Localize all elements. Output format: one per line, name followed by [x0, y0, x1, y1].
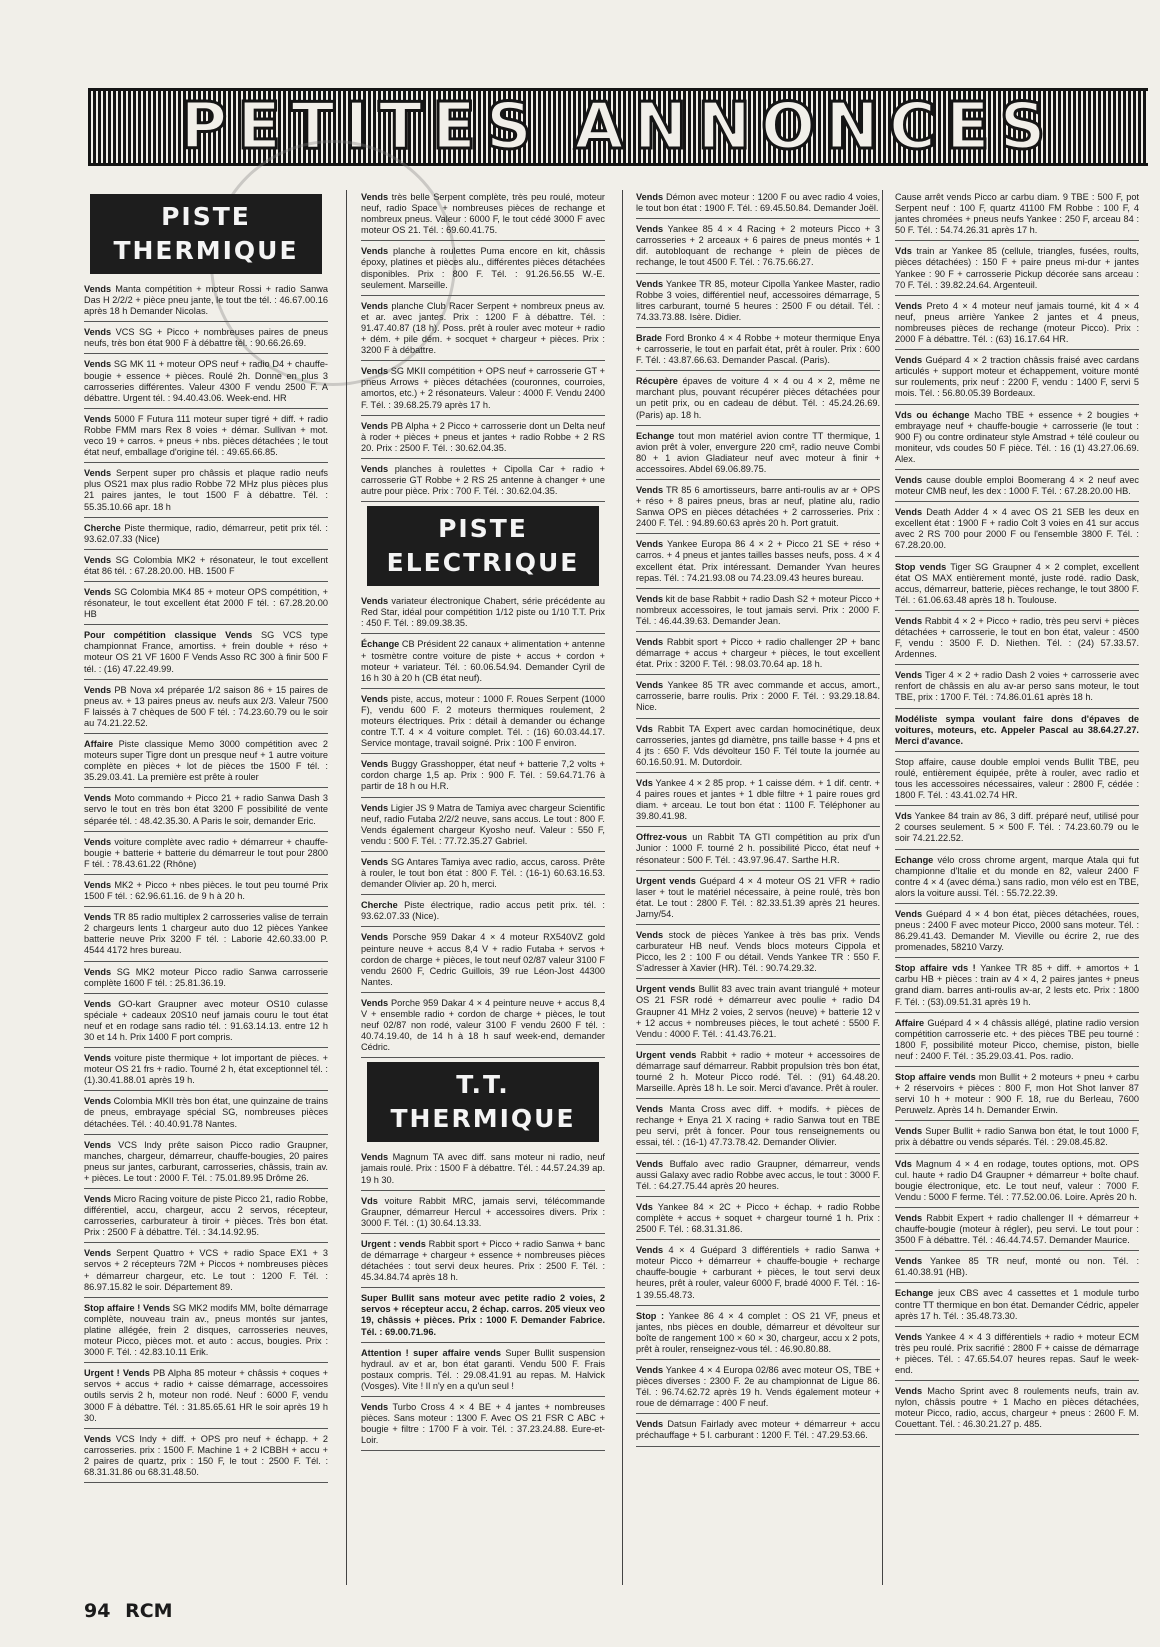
ad-lead: Vends	[636, 637, 664, 647]
ad-lead: Stop affaire vds !	[895, 963, 976, 974]
classified-ad	[84, 553, 328, 582]
ad-lead: Vends	[361, 300, 389, 311]
ad-text: Démon avec moteur : 1200 F ou avec radio 4 voies, le tout bon état : 1900 F. Tél. : 69.45.50.84. Demander Joël.	[636, 192, 880, 214]
classified-ad	[361, 692, 605, 754]
classified-ad	[895, 408, 1139, 470]
ad-text: Piste thermique, radio, démarreur, petit prix tél. : 93.62.07.33 (Nice)	[84, 522, 328, 544]
ad-text: Guépard 4 × 4 châssis allégé, platine radio version compétition carrosserie etc. + des pièces TBE peu tourné : 1800 F, possibilité moteur Picco, chemise, piston, bielle neuf : 2400 F. Tél. : 35.29.03.41. Pos. radio.	[895, 1017, 1139, 1061]
ad-lead: Vends	[636, 1158, 664, 1169]
classified-ad	[636, 830, 880, 870]
page-number: 94	[84, 1600, 111, 1622]
ad-lead: Vends	[895, 615, 923, 626]
classified-ad	[84, 1192, 328, 1243]
classified-ad	[636, 678, 880, 718]
classified-ad	[84, 521, 328, 550]
ad-lead: Vds ou échange	[895, 409, 970, 420]
classified-ad	[895, 961, 1139, 1012]
ad-text: SG MKII compétition + OPS neuf + carrosserie GT + pneus Arrows + pièces détachées (couronnes, courroies, amortos, etc.) + 2 résonateurs. Valeur : 4000 F. Vendu 2400 F. Tél. : 39.68.25.79 après 17 h.	[361, 366, 605, 410]
classified-ad	[636, 277, 880, 328]
ad-lead: Vends	[636, 680, 664, 691]
classified-ad	[636, 1363, 880, 1414]
classified-ad	[636, 592, 880, 632]
ad-text: Rabbit 4 × 2 + Picco + radio, très peu servi + pièces détachées + carrosserie, le tout en bon état, valeur : 4500 F, vendu : 3500 F. D. Niethen. Tél. : (24) 57.33.57. Ardennes.	[895, 615, 1139, 660]
ad-lead: Attention ! super affaire vends	[361, 1347, 501, 1358]
ad-text: SG MK2 moteur Picco radio Sanwa carrosserie complète 1600 F tél. : 25.81.36.19.	[84, 966, 328, 988]
ad-text: Macho Sprint avec 8 roulements neufs, train av. nylon, châssis poutre + 1 Macho en pièces détachées, moteur Picco, radio, accus, chargeur + pneus : 2600 F. M. Couettant. Tél. : 46.30.21.27 p. 485.	[895, 1386, 1139, 1430]
column-1	[84, 190, 328, 1585]
ad-lead: Vends	[895, 507, 923, 518]
classified-ad	[895, 1330, 1139, 1381]
ad-text: Manta Cross avec diff. + modifs. + pièces de rechange + Enya 21 X racing + radio Sanwa tout en TBE peu servi, prêt à foncer. Pour tous renseignements ou essai, tél. : (16-1) 47.73.78.42. Demander Olivier.	[636, 1104, 880, 1148]
ad-lead: Vends	[84, 413, 112, 424]
classified-ad	[895, 473, 1139, 502]
classified-ad	[895, 1016, 1139, 1067]
ad-text: Manta compétition + moteur Rossi + radio Sanwa Das H 2/2/2 + pièce pneu jante, le tout tbe tél. : 46.67.00.16 après 18 h Demander Nicolas.	[84, 284, 328, 317]
ad-lead: Vends	[895, 908, 923, 919]
ad-lead: Vends	[895, 474, 923, 485]
classified-ad	[84, 466, 328, 517]
classified-ad	[84, 357, 328, 408]
ad-lead: Vends	[895, 670, 923, 681]
classified-ad	[84, 997, 328, 1048]
ad-text: Modéliste sympa voulant faire dons d'épaves de voitures, moteurs, etc. Appeler Pascal au 38.64.27.27. Merci d'avance.	[895, 713, 1139, 746]
classified-ad	[361, 930, 605, 992]
classified-ad	[636, 222, 880, 273]
classified-ad	[361, 419, 605, 459]
ad-lead: Echange	[636, 430, 675, 441]
ad-lead: Vds	[895, 811, 912, 822]
ad-lead: Vends	[361, 192, 389, 202]
ad-text: VCS Indy + diff. + OPS pro neuf + échapp. + 2 carrosseries. prix : 1500 F. Machine 1 + 2 ICBBH + accu + 2 paires de quartz, prix : 150 F, le tout : 2500 F. Tél. : 68.31.31.86 ou 68.31.48.50.	[84, 1433, 328, 1477]
ad-text: Preto 4 × 4 moteur neuf jamais tourné, kit 4 × 4 neuf, pneus arrière Yankee 2 jantes et 4 pneus, nombreuses pièces de rechange (moteur Picco). Prix : 2000 F à débattre. Tél. : (63) 16.17.64 HR.	[895, 300, 1139, 345]
ad-lead: Vds	[636, 723, 653, 734]
classified-ad	[895, 560, 1139, 611]
ad-lead: Vends	[84, 912, 112, 923]
classified-ad	[361, 1291, 605, 1342]
ad-text: train ar Yankee 85 (cellule, triangles, fusées, roults, pièces détachées) : 150 F + paire pneus mi-dur + jantes Yankee : 90 F + carrosserie Pickup décorée sans arceau : 70 F. Tél. : 39.82.24.64. Argenteuil.	[895, 246, 1139, 290]
ad-lead: Vends	[895, 1126, 923, 1137]
classified-ad	[636, 483, 880, 534]
ad-text: PB Nova x4 préparée 1/2 saison 86 + 15 paires de pneus av. + 13 paires pneus av. neufs aux 2/3. Valeur 7500 F laissés à 7 chèques de 500 F tél. : 74.23.60.79 ou le soir au 74.21.22.52.	[84, 684, 328, 728]
ad-lead: Vds	[361, 1195, 378, 1206]
ad-lead: Vends	[84, 1433, 112, 1444]
section-heading: PISTE THERMIQUE	[90, 194, 322, 274]
classified-ad	[636, 331, 880, 371]
classified-ad	[361, 801, 605, 852]
ad-text: Yankee TR 85, moteur Cipolla Yankee Master, radio Robbe 3 voies, différentiel neuf, accessoires démarrage, 5 litres carburant, tourné 5 heures : 2500 F ou détail. Tél. : 74.33.73.88. Isère. Didier.	[636, 278, 880, 322]
ad-lead: Stop affaire vends	[895, 1072, 976, 1082]
ad-text: Guépard 4 × 4 bon état, pièces détachées, roues, pneus : 2400 F avec moteur Picco, 2000 sans moteur. Tél. : 86.29.41.43. Demander M. Vieville ou écrire 2, rue des promenades, 58210 Varzy.	[895, 908, 1139, 953]
classified-ad	[84, 1094, 328, 1134]
ad-text: Serpent Quattro + VCS + radio Space EX1 + 3 servos + 2 récepteurs 72M + Piccos + nombreuses pièces + démarreur chargeur, etc. Le tout : 1200 F. Tél. : 86.97.15.82 le soir. Département 89.	[84, 1248, 328, 1292]
classified-ad	[895, 190, 1139, 241]
classified-ad	[636, 874, 880, 925]
ad-lead: Vends	[636, 1419, 664, 1430]
ad-text: jeux CBS avec 4 cassettes et 1 module turbo contre TT thermique en bon état. Demander Cédric, appeler après 17 h. Tél. : 35.48.73.30.	[895, 1288, 1139, 1321]
ad-lead: Vends	[84, 1096, 112, 1107]
ad-lead: Echange	[895, 854, 934, 865]
ad-lead: Vends	[895, 1256, 923, 1267]
classified-ad	[84, 1051, 328, 1091]
classified-ad	[895, 1157, 1139, 1208]
classified-ad	[84, 1138, 328, 1189]
classified-ad	[84, 628, 328, 679]
classified-ad	[636, 429, 880, 480]
classified-ad	[895, 755, 1139, 806]
ad-lead: Vends	[636, 278, 664, 289]
ad-lead: Vends	[84, 586, 112, 597]
classified-ad	[361, 244, 605, 295]
ad-text: Bullit 83 avec train avant triangulé + moteur OS 21 FSR rodé + démarreur avec poulie + radio D4 Graupner 41 MHz 2 voies, 2 servos (neuve) + batterie 12 v + 12 accus + nombreuses pièces, le tout acheté : 5500 F. Vendu : 4000 F. Tél. : 41.43.76.21.	[636, 984, 880, 1039]
page-footer	[84, 1600, 173, 1622]
ad-lead: Pour compétition classique Vends	[84, 630, 253, 641]
ad-text: Yankee 85 TR avec commande et accus, amort., carrosserie, barre roulis. Prix : 2000 F. Tél. : 93.29.18.84. Nice.	[636, 680, 880, 713]
ad-lead: Vends	[895, 1331, 923, 1342]
classified-ad	[361, 299, 605, 361]
classified-ad	[84, 1246, 328, 1297]
classified-ad	[84, 835, 328, 875]
classified-ad	[361, 462, 605, 502]
ad-text: Ligier JS 9 Matra de Tamiya avec chargeur Scientific neuf, radio Futaba 2/2/2 neuve, sans accus. Le tout : 800 F. Vends également chargeur Kyosho neuf. Valeur : 550 F, vendu : 500 F. Tél. : 77.72.35.27 Gabriel.	[361, 802, 605, 846]
classified-ad	[895, 299, 1139, 350]
ad-text: Macho TBE + essence + 2 bougies + embrayage neuf + chauffe-bougie + carrosserie (le tout : 900 F) ou contre ordinateur style Amstrad + télé couleur ou moniteur, vds coudes 50 F pièce. Tél. : 16 (1) 43.27.06.69. Alex.	[895, 409, 1139, 464]
ad-lead: Vds	[895, 246, 912, 257]
classified-ad	[84, 791, 328, 831]
ad-lead: Vends	[84, 966, 112, 977]
classified-ad	[895, 244, 1139, 295]
ad-text: Moto commando + Picco 21 + radio Sanwa Dash 3 servo le tout en très bon état 3200 F possibilité de vente séparée tél. : 48.42.35.30. A Paris le soir, demander Eric.	[84, 793, 328, 826]
classified-ad	[895, 1070, 1139, 1121]
ad-lead: Vends	[361, 1402, 389, 1413]
ad-text: SG Colombia MK2 + résonateur, le tout excellent état 86 tél. : 67.28.20.00. HB. 1500 F	[84, 554, 328, 576]
ad-lead: Vends	[84, 879, 112, 890]
classified-ad	[361, 855, 605, 895]
ad-lead: Vends	[84, 836, 112, 847]
ad-text: SG Antares Tamiya avec radio, accus, caross. Prête à rouler, le tout bon état : 800 F. Tél. : (16-1) 60.63.16.53. demander Olivier ap. 20 h, merci.	[361, 856, 605, 890]
ad-lead: Affaire	[895, 1017, 925, 1028]
ad-lead: Urgent vends	[636, 1049, 697, 1060]
classified-ad	[636, 374, 880, 425]
ad-text: TR 85 radio multiplex 2 carrosseries valise de terrain 2 chargeurs lents 1 chargeur auto duo 12 pièces Yankee batterie neuve Prix 3200 F tél. : Laborie 42.60.33.00 P. 4544 4172 hres bureau.	[84, 912, 328, 956]
classified-ad	[361, 757, 605, 797]
ad-text: Buggy Grasshopper, état neuf + batterie 7,2 volts + cordon charge 1,5 ap. Prix : 900 F. Tél. : 59.64.71.76 à partir de 18 h ou H.R.	[361, 759, 605, 792]
classified-ad	[636, 1157, 880, 1197]
classified-ad	[895, 353, 1139, 404]
classified-ad	[636, 1243, 880, 1305]
ad-text: TR 85 6 amortisseurs, barre anti-roulis av ar + OPS + réso + 8 paires pneus, bras ar neuf, platine alu, radio Sanwa OPS en pièces détachées + 2 carrosseries. Prix : 2400 F. Tél. : 94.89.60.63 après 20 h. Port gratuit.	[636, 484, 880, 529]
column-divider	[346, 190, 347, 1585]
ad-text: cause double emploi Boomerang 4 × 2 neuf avec moteur CMB neuf, les dex : 1000 F. Tél. : 67.28.20.00 HB.	[895, 474, 1139, 497]
ad-text: Death Adder 4 × 4 avec OS 21 SEB les deux en excellent état : 1900 F + radio Colt 3 voies en 41 sur accus avec 2 RS 700 pour 2000 F ou l'ensemble 3800 F. Tél. : 67.28.20.00.	[895, 507, 1139, 551]
ad-text: MK2 + Picco + nbes pièces. le tout peu tourné Prix 1500 F tél. : 62.96.61.16. de 9 h à 20 h.	[84, 879, 328, 902]
ad-text: Porche 959 Dakar 4 × 4 peinture neuve + accus 8,4 V + ensemble radio + cordon de charge + pièces, le tout neuf 02/87 non rodé, valeur 3100 F vendu 2600 F tél. : 40.74.19.40, de 14 h à 18 h sauf week-end, demander Cédric.	[361, 997, 605, 1053]
ad-text: Rabbit sport + Picco + radio challenger 2P + banc démarrage + accus + chargeur + pièces, le tout excellent état. Prix : 3200 F. Tél. : 98.03.70.64 ap. 18 h.	[636, 637, 880, 670]
ad-lead: Vends	[84, 684, 112, 695]
classified-ad	[895, 505, 1139, 556]
classified-ad	[84, 585, 328, 625]
ad-text: Magnum TA avec diff. sans moteur ni radio, neuf jamais roulé. Prix : 1500 F à débattre. Tél. : 44.57.24.39 ap. 19 h 30.	[361, 1152, 605, 1185]
ad-lead: Vends	[636, 224, 664, 235]
classified-ad	[895, 1254, 1139, 1283]
ad-text: stock de pièces Yankee à très bas prix. Vends carburateur HB neuf. Vends blocs moteurs Cippola et Picco, les 2 : 100 F ou détail. Vends Yankee TR : 550 F. S'adresser à Xavier (HR). Tél. : 90.74.29.32.	[636, 929, 880, 974]
classified-ad	[895, 1124, 1139, 1153]
ad-text: Yankee Europa 86 4 × 2 + Picco 21 SE + réso + carros. + 4 pneus et jantes tailles basses neufs, poss. 4 × 4 excellent état. Prix intéressant. Demander Yvan heures repas. Tél. : 74.21.93.08 ou 74.23.09.43 heures bureau.	[636, 539, 880, 583]
ad-lead: Vends	[84, 1248, 112, 1259]
section-heading: PISTE ELECTRIQUE	[367, 506, 599, 586]
ad-lead: Vends	[361, 997, 389, 1008]
ad-lead: Affaire	[84, 739, 114, 749]
ad-lead: Urgent ! Vends	[84, 1368, 150, 1379]
classified-ad	[361, 1400, 605, 1451]
ad-lead: Vends	[84, 327, 112, 338]
ad-text: variateur électronique Chabert, série précédente au Red Star, idéal pour compétition 1/12 piste ou 1/10 T.T. Prix : 450 F. Tél. : 89.09.38.35.	[361, 596, 605, 629]
ad-text: voiture piste thermique + lot important de pièces. + moteur OS 21 frs + radio. Tourné 2 h, état exceptionnel tél. : (1).30.41.88.01 après 19 h.	[84, 1053, 328, 1086]
classified-ad	[361, 898, 605, 927]
ad-text: planches à roulettes + Cipolla Car + radio + carrosserie GT Robbe + 2 RS 25 antenne à changer + une autre pour pièce. Prix : 700 F. Tél. : 30.62.04.35.	[361, 463, 605, 497]
ad-text: Guépard 4 × 2 traction châssis fraisé avec cardans articulés + support moteur et échappement, voiture monté sur roulements, prix neuf : 2200 F, vendu : 1400 F, servi 5 mois. Tél. : 56.80.05.39 Bordeaux.	[895, 355, 1139, 399]
classified-ad	[84, 282, 328, 322]
ad-text: SG MK2 modifs MM, boîte démarrage complète, nouveau train av., pneus montés sur jantes, platine allégée, frein 2 disques, carrosseries neuves, moteur Picco, pièces mot. et auto : accus, bougies. Prix : 3000 F. Tél. : 42.83.10.11 Erik.	[84, 1302, 328, 1358]
classified-ad	[361, 1237, 605, 1288]
classified-ad	[84, 325, 328, 354]
ad-text: très belle Serpent complète, très peu roulé, moteur neuf, radio Space + nombreuses pièces de rechange et nombreux pneus. Valeur : 6000 F, le tout cédé 3000 F avec moteur OS 21. Tél. : 69.60.41.75.	[361, 192, 605, 236]
ad-lead: Vends	[895, 355, 923, 366]
ad-lead: Vds	[895, 1158, 912, 1169]
classified-ad	[361, 1194, 605, 1234]
ad-lead: Vends	[84, 1139, 112, 1150]
column-4	[895, 190, 1139, 1585]
classified-ad	[84, 1301, 328, 1363]
classified-ad	[636, 776, 880, 827]
ad-lead: Offrez-vous	[636, 832, 688, 843]
classified-ad	[636, 190, 880, 219]
ad-lead: Vends	[361, 1152, 389, 1163]
ad-text: Yankee 86 4 × 4 complet : OS 21 VF, pneus et jantes, nbs pièces en double, démarreur et dévolteur sur boîte de rangement 100 × 60 × 30, chargeur, accu x 2 pots, prêt à rouler, renseignez-vous tél. : 46.90.80.88.	[636, 1310, 880, 1354]
ad-lead: Echange	[895, 1288, 934, 1299]
ad-text: planche à roulettes Puma encore en kit, châssis époxy, platines et pièces alu., différentes pièces détachées disponibles. Prix : 800 F. Tél. : 91.26.56.55 W.-E. seulement. Marseille.	[361, 246, 605, 290]
ad-text: Yankee 84 × 2C + Picco + échap. + radio Robbe complète + accus + soquet + chargeur tourné 1 h. Prix : 2500 F. Tél. : 68.31.31.86.	[636, 1201, 880, 1235]
ad-text: 4 × 4 Guépard 3 différentiels + radio Sanwa + moteur Picco + démarreur + chauffe-bougie + recharge chauffe-bougie + carburant + pièces, le tout servi deux heures, prêt à rouler, valeur 6000 F, bradé 4000 F. Tél. : 16-1 39.55.48.73.	[636, 1245, 880, 1300]
classified-ad	[361, 637, 605, 688]
ad-text: Yankee 4 × 4 Europa 02/86 avec moteur OS, TBE + pièces diverses : 2300 F. 2e au championnat de Ligue 86. Tél. : 96.74.62.72 après 19 h. Vends également moteur + roue de démarrage : 400 F neuf.	[636, 1364, 880, 1409]
ad-text: kit de base Rabbit + radio Dash S2 + moteur Picco + nombreux accessoires, le tout jamais servi. Prix : 2000 F. Tél. : 46.44.39.63. Demander Jean.	[636, 593, 880, 626]
ad-text: SG MK 11 + moteur OPS neuf + radio D4 + chauffe-bougie + essence + pièces. Roulé 2h. Donne en plus 3 carrosseries différentes. Valeur 4300 F vendu 2500 F. A débattre. Urgent tél. : 94.40.43.06. Week-end. HR	[84, 359, 328, 403]
ad-text: voiture complète avec radio + démarreur + chauffe-bougie + batterie + batterie du démarreur le tout pour 2800 F tél. : 78.43.61.22 (Rhône)	[84, 836, 328, 869]
banner-title: PETITES ANNONCES	[180, 90, 1056, 164]
ad-text: Turbo Cross 4 × 4 BE + 4 jantes + nombreuses pièces. Sans moteur : 1300 F. Avec OS 21 FSR C ABC + bougie + filtre : 1700 F à voir. Tél. : 37.23.24.88. Eure-et-Loir.	[361, 1402, 605, 1446]
ad-lead: Vends	[361, 420, 389, 431]
classified-ad	[84, 683, 328, 734]
classified-ad	[636, 1048, 880, 1099]
classified-ad	[84, 878, 328, 907]
classified-ad	[636, 1200, 880, 1240]
ad-lead: Vends	[84, 998, 112, 1009]
ad-lead: Vends	[361, 693, 389, 704]
ad-text: Yankee 84 train av 86, 3 diff. préparé neuf, utilisé pour 2 courses seulement. 5 × 500 F. Tél. : 74.23.60.79 ou le soir 74.21.22.52.	[895, 811, 1139, 844]
ad-text: PB Alpha + 2 Picco + carrosserie dont un Delta neuf à roder + pièces + pneus et jantes + radio Robbe + 2 RS 20. Prix : 2500 F. Tél. : 30.62.04.35.	[361, 420, 605, 453]
classified-ad	[636, 722, 880, 773]
classified-ad	[636, 635, 880, 675]
classified-ad	[895, 809, 1139, 849]
column-2	[361, 190, 605, 1585]
ad-text: Rabbit TA Expert avec cardan homocinétique, deux carrosseries, jantes gd diamètre, pns taille basse + 4 pns et 4 jts : 650 F. Vds dévolteur 150 F. Tél toute la journée au 60.16.50.91. M. Dutordoir.	[636, 723, 880, 767]
ad-lead: Vends	[84, 468, 112, 479]
column-divider	[882, 190, 883, 1585]
ad-text: Yankee 85 TR neuf, monté ou non. Tél. : 61.40.38.91 (HB).	[895, 1256, 1139, 1278]
ad-lead: Vends	[361, 596, 389, 607]
ad-lead: Vends	[84, 1194, 112, 1204]
ad-lead: Vends	[361, 246, 389, 257]
ad-lead: Vends	[361, 802, 389, 813]
classified-ad	[636, 1102, 880, 1153]
ad-lead: Vends	[895, 1386, 923, 1397]
ad-text: Cause arrêt vends Picco ar carbu diam. 9 TBE : 500 F, pot Serpent neuf : 100 F, quartz 41100 FM Robbe : 100 F, 4 jantes chromées + pneus neufs Yankee : 250 F, arceau 84 : 50 F. Tél. : 54.74.26.31 après 17 h.	[895, 192, 1139, 236]
ad-text: 5000 F Futura 111 moteur super tigré + diff. + radio Robbe FMM mars Rex 8 voies + démar. Sullivan + mot. veco 19 + carros. + pneus + nbs. pièces détachées ; le tout état neuf, emballage d'origine tél. : 49.65.66.85.	[84, 413, 328, 458]
ad-text: SG Colombia MK4 85 + moteur OPS compétition, + résonateur, le tout excellent état 2000 F tél. : 67.28.20.00 HB	[84, 586, 328, 620]
ad-lead: Stop affaire ! Vends	[84, 1302, 171, 1313]
ad-text: Stop affaire, cause double emploi vends Bullit TBE, peu roulé, entièrement équipée, prête à rouler, avec radio et tous les accessoires nécessaires, valeur : 2800 F, cédée : 1800 F. Tél. : 43.41.02.74 HR.	[895, 756, 1139, 801]
ad-text: PB Alpha 85 moteur + châssis + coques + servos + accus + radio + caisse démarrage, accessoires outils servis 2 h, moteur non rodé. Neuf : 6000 F, vendu 3000 F à débattre. Tél. : 31.85.65.61 HR le soir après 19 h 30.	[84, 1368, 328, 1423]
classified-ad	[895, 1384, 1139, 1435]
ad-lead: Vends	[361, 932, 389, 943]
ad-text: vélo cross chrome argent, marque Atala qui fut championne d'Italie et du monde en 82, valeur 2400 F contre 4 × 4 (avec déma.) sans radio, mon vélo est en TBE, alors la voiture aussi. Tél. : 55.72.22.39.	[895, 854, 1139, 898]
classified-ad	[636, 928, 880, 979]
ad-text: Super Bullit suspension hydraul. av et ar, bon état garanti. Vendu 500 F. Frais postaux compris. Tél. : 29.08.41.91 au repas. M. Halvick (Vosges). Vite ! Il n'y en a qu'un seul !	[361, 1347, 605, 1391]
ad-lead: Vds	[636, 777, 653, 788]
ad-text: VCS SG + Picco + nombreuses paires de pneus neufs, très bon état 900 F à débattre tél. : 90.66.26.69.	[84, 327, 328, 349]
ad-lead: Vends	[361, 366, 389, 377]
magazine-name: RCM	[125, 1600, 173, 1622]
ad-text: Piste classique Memo 3000 compétition avec 2 moteurs super Tigre dont un presque neuf + 1 autre voiture complète en pièces + lot de pièces tbe 1500 F tél. : 35.29.03.41. La première est prête à rouler	[84, 739, 328, 783]
ad-text: Serpent super pro châssis et plaque radio neufs plus OS21 max plus radio Robbe 72 MHz plus pièces plus 21 paires jantes, le tout 1500 F à débattre. Tél. : 55.35.10.66 apr. 18 h	[84, 468, 328, 512]
ad-text: planche Club Racer Serpent + nombreux pneus av. et ar. avec jantes. Prix : 1200 F à débattre. Tél. : 91.47.40.87 (18 h). Poss. prêt à rouler avec moteur + radio + dém. + pile dém. + socquet + chargeur + pièces. Prix : 3200 F à débattre.	[361, 300, 605, 356]
ad-lead: Vends	[636, 1104, 664, 1115]
ad-lead: Urgent vends	[636, 875, 696, 886]
classified-ad	[84, 965, 328, 994]
column-divider	[622, 190, 623, 1585]
ad-text: Yankee 4 × 2 85 prop. + 1 caisse dém. + 1 dif. centr. + 4 paires roues et jantes + 1 dble filtre + 1 paire roues grd diam. + arceau. Le tout bon état : 1100 F. Téléphoner au 39.80.41.98.	[636, 777, 880, 822]
classified-ad	[84, 1432, 328, 1483]
ad-lead: Échange	[361, 639, 400, 650]
ad-text: voiture Rabbit MRC, jamais servi, télécommande Graupner, démarreur Hercul + accessoires divers. Prix : 3000 F. Tél. : (1) 30.64.13.33.	[361, 1195, 605, 1228]
ad-text: SG VCS type championnat France, amortiss. + frein double + réso + moteur OS 21 VF 1600 F Vends Asso RC 300 à finir 500 F tél. : (16) 47.22.49.99.	[84, 630, 328, 674]
ad-lead: Vends	[361, 856, 389, 867]
ad-lead: Stop :	[636, 1310, 665, 1321]
ad-lead: Cherche	[361, 900, 398, 911]
classified-ad	[636, 537, 880, 588]
ad-text: VCS Indy prête saison Picco radio Graupner, manches, chargeur, démarreur, chauffe-bougies, 20 paires pneus sur jantes, carburant, carrosseries, châssis, train av. + pièces. Le tout : 2000 F. Tél. : 75.01.89.95 Drôme 26.	[84, 1139, 328, 1183]
ad-lead: Brade	[636, 332, 663, 343]
ad-text: Magnum 4 × 4 en rodage, toutes options, mot. OPS cul. haute + radio D4 Graupner + démarreur + boîte chauf. bougie électronique, etc. Le tout neuf, valeur : 7000 F. Vendu : 5000 F ferme. Tél. : 77.52.00.06. Loire. Après 20 h.	[895, 1158, 1139, 1202]
ad-lead: Vends	[636, 539, 664, 550]
ad-text: Super Bullit + radio Sanwa bon état, le tout 1000 F, prix à débattre ou vends séparés. Tél. : 29.08.45.82.	[895, 1126, 1139, 1148]
ad-text: mon Bullit + 2 moteurs + pneu + carbu + 2 réservoirs + pièces : 800 F, mon Hot Shot lanver 87 servi 10 h + moteur : 900 F. 18, rue du Berleau, 7600 Peruwelz. Après 14 h. Demander Erwin.	[895, 1072, 1139, 1116]
classified-ad	[84, 412, 328, 463]
ad-lead: Cherche	[84, 522, 121, 533]
classified-ad	[84, 1366, 328, 1428]
ad-lead: Récupère	[636, 376, 678, 387]
ad-lead: Vends	[636, 929, 664, 940]
ad-text: piste, accus, moteur : 1000 F. Roues Serpent (1000 F), vendu 600 F. 2 moteurs thermiques roulement, 2 moteurs électriques. Prix : détail à demander ou échange contre T.T. 4 × 4 voiture complet. Tél. : (16) 60.03.44.17. Service montage, travail soigné. Prix : 100 F environ.	[361, 693, 605, 749]
classified-ad	[84, 737, 328, 788]
ad-lead: Vends	[895, 1212, 923, 1223]
classified-ad	[361, 1150, 605, 1190]
ad-lead: Vends	[361, 759, 389, 770]
classified-ad	[636, 982, 880, 1044]
column-3	[636, 190, 880, 1585]
ad-text: CB Président 22 canaux + alimentation + antenne + tosmètre contre voiture de piste + accus + cordon + moteur + variateur. Tél. : 60.06.54.94. Demander Cyril de 16 h 30 à 20 h (CB état neuf).	[361, 639, 605, 683]
ad-text: Yankee 85 4 × 4 Racing + 2 moteurs Picco + 3 carrosseries + 2 arceaux + 6 paires de pneus montés + 1 dif. autobloquant de rechange + plein de pièces de rechange, le tout 4500 F. Tél. : 76.75.66.27.	[636, 224, 880, 268]
ad-text: Tiger 4 × 2 + radio Dash 2 voies + carrosserie avec renfort de châssis en alu av-ar perso sans moteur, le tout TBE, prix : 1700 F. Tél. : 74.86.01.61 après 18 h.	[895, 670, 1139, 703]
ad-text: Tiger SG Graupner 4 × 2 complet, excellent état OS MAX entièrement monté, juste rodé. radio Dask, accus, démarreur, batterie, pièces rechange, le tout 3800 F. Tél. : 61.06.63.48 après 18 h. Toulouse.	[895, 561, 1139, 605]
classified-ad	[895, 853, 1139, 904]
ad-lead: Vends	[84, 1053, 112, 1064]
ad-lead: Vends	[636, 1245, 664, 1256]
classified-ad	[361, 996, 605, 1058]
classified-ad	[361, 1346, 605, 1397]
classified-ad	[895, 668, 1139, 708]
classified-ad	[895, 712, 1139, 752]
ad-text: Guépard 4 × 4 moteur OS 21 VFR + radio laser + tout le matériel nécessaire, à peine roulé, très bon état. Le tout : 2800 F. Tél. : 82.33.51.39 après 21 heures. Jarny/54.	[636, 875, 880, 919]
ad-text: Super Bullit sans moteur avec petite radio 2 voies, 2 servos + récepteur accu, 2 échap. carros. 205 vieux veo 19, châssis + pièces. Prix : 1000 F. Demander Fabrice. Tél. : 69.00.71.96.	[361, 1293, 605, 1337]
ad-lead: Vends	[84, 359, 112, 370]
ad-lead: Vends	[84, 793, 112, 804]
ad-lead: Vends	[636, 192, 664, 202]
ad-text: Yankee 4 × 4 3 différentiels + radio + moteur ECM très peu roulé. Prix sacrifié : 2800 F + caisse de démarrage + pièces. Tél. : 47.65.54.07 heures repas. Sauf le week-end.	[895, 1331, 1139, 1375]
ad-text: Yankee TR 85 + diff. + amortos + 1 carbu HB + pièces : train av 4 × 4, 2 paires jantes + pneus grand diam. barres anti-roulis av-ar, 2 lests etc. Prix : 1800 F. Tél. : (53).09.51.31 après 19 h.	[895, 963, 1139, 1007]
classified-ad	[895, 614, 1139, 665]
ad-text: Colombia MKII très bon état, une quinzaine de trains de pneus, embrayage spécial SG, nombreuses pièces détachées. Tél. : 40.40.91.78 Nantes.	[84, 1096, 328, 1129]
classified-ad	[636, 1309, 880, 1360]
ad-lead: Vends	[84, 554, 112, 565]
ad-text: Rabbit Expert + radio challenger II + démarreur + chauffe-bougie (moteur à régler), peu servi. Le tout pour : 3500 F à débattre. Tél. : 46.44.74.57. Demander Maurice.	[895, 1212, 1139, 1246]
classified-ad	[361, 190, 605, 241]
ad-lead: Vends	[361, 463, 389, 474]
classified-ad	[636, 1417, 880, 1446]
classified-ad	[895, 1211, 1139, 1251]
section-heading: T.T. THERMIQUE	[367, 1062, 599, 1142]
ad-text: GO-kart Graupner avec moteur OS10 culasse spéciale + cadeaux 20S10 neuf jamais couru le tout état neuf et en rodage sans radio tél. : 91.63.14.13. entre 12 h 30 et 14 h. Prix 1400 F port compris.	[84, 998, 328, 1042]
ad-text: Micro Racing voiture de piste Picco 21, radio Robbe, différentiel, accu, chargeur, accu 2 servos, récepteur, carrosseries, carburateur à tiroir + pièces. Très bon état. Prix : 2500 F à débattre. Tél. : 34.14.92.95.	[84, 1194, 328, 1238]
ad-lead: Vends	[84, 284, 112, 294]
ad-text: Porsche 959 Dakar 4 × 4 moteur RX540VZ gold peinture neuve + accus 8,4 V + radio Futaba + servos + cordon de charge + pièces, le tout neuf 02/87 valeur 3100 F vendu 2600 F, Cedric Guillois, 39 rue Léon-Jost 44300 Nantes.	[361, 932, 605, 987]
classified-ad	[361, 594, 605, 634]
ad-text: Buffalo avec radio Graupner, démarreur, vends aussi Galaxy avec radio Robbe avec accus, le tout : 3000 F. Tél. : 64.27.75.44 après 20 heures.	[636, 1158, 880, 1191]
ad-text: Rabbit sport + Picco + radio Sanwa + banc de démarrage + chargeur + essence + nombreuses pièces détachées : tout servi deux heures. Prix : 2500 F. Tél. : 45.34.84.74 après 18 h.	[361, 1238, 605, 1283]
ad-text: Datsun Fairlady avec moteur + démarreur + accu préchauffage + 5 l. carburant : 1200 F. Tél. : 47.29.53.66.	[636, 1419, 880, 1441]
classified-ad	[895, 907, 1139, 958]
ad-lead: Urgent vends	[636, 984, 696, 995]
ad-text: Rabbit + radio + moteur + accessoires de démarrage sauf démarreur. Rabbit propulsion très bon état, tourné 2 h. Moteur Picco rodé. Tél. : (91) 64.48.20. Marseille. Après 18 h. Le soir. Merci d'avance. Prêt à rouler.	[636, 1049, 880, 1094]
ad-lead: Vends	[636, 1364, 664, 1375]
ad-lead: Urgent : vends	[361, 1238, 426, 1249]
ad-text: Piste électrique, radio accus petit prix. tél. : 93.62.07.33 (Nice).	[361, 900, 605, 922]
ad-lead: Vends	[636, 484, 664, 495]
ad-lead: Vends	[895, 300, 923, 311]
ad-lead: Vds	[636, 1201, 653, 1212]
classified-ad	[361, 364, 605, 415]
ad-text: tout mon matériel avion contre TT thermique, 1 avion prêt à voler, envergure 220 cm², radio neuve Combi 80 + 1 avion Gladiateur neuf avec moteur à finir + accessoires. Abdel 69.06.89.75.	[636, 430, 880, 474]
ad-text: Ford Bronko 4 × 4 Robbe + moteur thermique Enya + carrosserie, le tout en parfait état, prêt à rouler. Prix : 600 F. Tél. : 43.87.66.63. Demander Pascal. (Paris).	[636, 332, 880, 366]
ad-text: épaves de voiture 4 × 4 ou 4 × 2, même ne marchant plus, pouvant récupérer pièces détachées pour un petit prix, ou en cadeau de début. Tél. : 45.24.26.69. (Paris) ap. 18 h.	[636, 376, 880, 420]
ad-lead: Stop vends	[895, 561, 947, 572]
classified-ad	[895, 1286, 1139, 1326]
ad-text: un Rabbit TA GTI compétition au prix d'un Junior : 1000 F. tourné 2 h. possibilité Picco, état neuf + résonateur : 500 F. Tél. : 43.97.96.47. Sarthe H.R.	[636, 832, 880, 865]
classified-ad	[84, 910, 328, 961]
ad-lead: Vends	[636, 593, 664, 604]
banner	[88, 88, 1148, 166]
